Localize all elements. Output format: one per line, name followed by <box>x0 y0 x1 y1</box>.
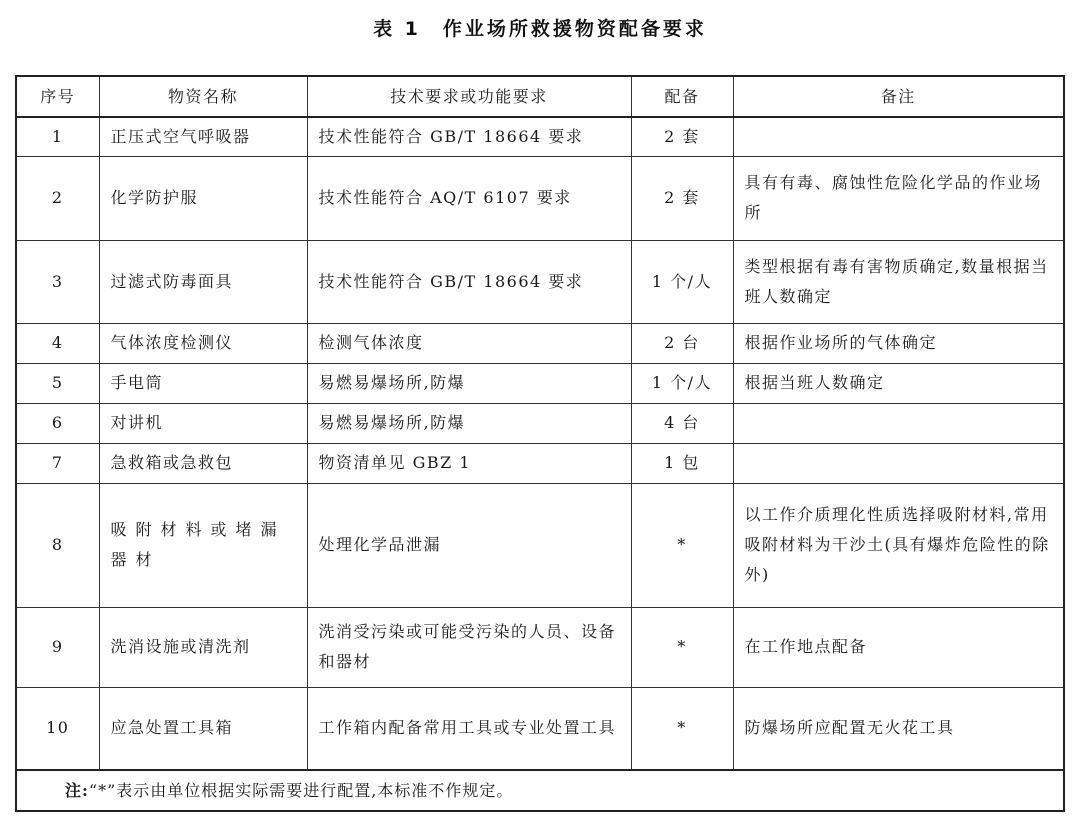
cell-requirement: 洗消受污染或可能受污染的人员、设备和器材 <box>307 607 631 687</box>
cell-name: 对讲机 <box>99 403 307 443</box>
cell-name: 应急处置工具箱 <box>99 687 307 770</box>
cell-requirement: 易燃易爆场所,防爆 <box>307 363 631 403</box>
table-row <box>16 443 1064 483</box>
cell-quantity: 1 个/人 <box>631 240 733 323</box>
table-row <box>16 483 1064 607</box>
cell-requirement: 处理化学品泄漏 <box>307 483 631 607</box>
header-no: 序号 <box>16 76 99 117</box>
table-caption <box>0 14 1080 41</box>
cell-quantity: 2 套 <box>631 117 733 156</box>
cell-name: 正压式空气呼吸器 <box>99 117 307 156</box>
cell-note <box>733 443 1064 483</box>
table-row <box>16 607 1064 687</box>
cell-note <box>733 403 1064 443</box>
cell-note: 根据当班人数确定 <box>733 363 1064 403</box>
table-row <box>16 240 1064 323</box>
cell-name: 吸附材料或堵漏器材 <box>99 483 307 607</box>
footnote-label: 注: <box>65 780 89 800</box>
table-row <box>16 323 1064 363</box>
cell-note: 具有有毒、腐蚀性危险化学品的作业场所 <box>733 156 1064 240</box>
cell-name: 气体浓度检测仪 <box>99 323 307 363</box>
cell-name: 化学防护服 <box>99 156 307 240</box>
cell-no: 2 <box>16 156 99 240</box>
table-row <box>16 117 1064 156</box>
header-requirement: 技术要求或功能要求 <box>307 76 631 117</box>
cell-no: 1 <box>16 117 99 156</box>
cell-quantity: 1 包 <box>631 443 733 483</box>
cell-requirement: 检测气体浓度 <box>307 323 631 363</box>
footnote-cell <box>16 770 1064 811</box>
cell-note: 以工作介质理化性质选择吸附材料,常用吸附材料为干沙土(具有爆炸危险性的除外) <box>733 483 1064 607</box>
cell-no: 3 <box>16 240 99 323</box>
cell-requirement: 工作箱内配备常用工具或专业处置工具 <box>307 687 631 770</box>
header-row <box>16 76 1064 117</box>
header-name: 物资名称 <box>99 76 307 117</box>
cell-note: 防爆场所应配置无火花工具 <box>733 687 1064 770</box>
cell-note: 类型根据有毒有害物质确定,数量根据当班人数确定 <box>733 240 1064 323</box>
cell-requirement: 技术性能符合 AQ/T 6107 要求 <box>307 156 631 240</box>
cell-requirement: 技术性能符合 GB/T 18664 要求 <box>307 117 631 156</box>
cell-quantity: 2 台 <box>631 323 733 363</box>
cell-no: 4 <box>16 323 99 363</box>
cell-no: 10 <box>16 687 99 770</box>
cell-quantity: * <box>631 483 733 607</box>
cell-no: 5 <box>16 363 99 403</box>
cell-requirement: 技术性能符合 GB/T 18664 要求 <box>307 240 631 323</box>
cell-quantity: * <box>631 607 733 687</box>
table-row <box>16 403 1064 443</box>
cell-quantity: 2 套 <box>631 156 733 240</box>
cell-requirement: 物资清单见 GBZ 1 <box>307 443 631 483</box>
cell-quantity: 4 台 <box>631 403 733 443</box>
cell-quantity: * <box>631 687 733 770</box>
rescue-supplies-table <box>15 75 1065 812</box>
table-row <box>16 363 1064 403</box>
cell-note: 根据作业场所的气体确定 <box>733 323 1064 363</box>
cell-no: 9 <box>16 607 99 687</box>
header-note: 备注 <box>733 76 1064 117</box>
cell-note: 在工作地点配备 <box>733 607 1064 687</box>
table-title: 作业场所救援物资配备要求 <box>442 18 707 40</box>
cell-no: 8 <box>16 483 99 607</box>
footnote-text: “*”表示由单位根据实际需要进行配置,本标准不作规定。 <box>88 780 514 800</box>
cell-name: 洗消设施或清洗剂 <box>99 607 307 687</box>
cell-no: 7 <box>16 443 99 483</box>
cell-note <box>733 117 1064 156</box>
cell-name: 急救箱或急救包 <box>99 443 307 483</box>
table-number: 表 1 <box>373 18 421 40</box>
cell-name: 手电筒 <box>99 363 307 403</box>
cell-name: 过滤式防毒面具 <box>99 240 307 323</box>
header-quantity: 配备 <box>631 76 733 117</box>
cell-requirement: 易燃易爆场所,防爆 <box>307 403 631 443</box>
cell-quantity: 1 个/人 <box>631 363 733 403</box>
footnote-row <box>16 770 1064 811</box>
cell-no: 6 <box>16 403 99 443</box>
table-row <box>16 687 1064 770</box>
table-row <box>16 156 1064 240</box>
